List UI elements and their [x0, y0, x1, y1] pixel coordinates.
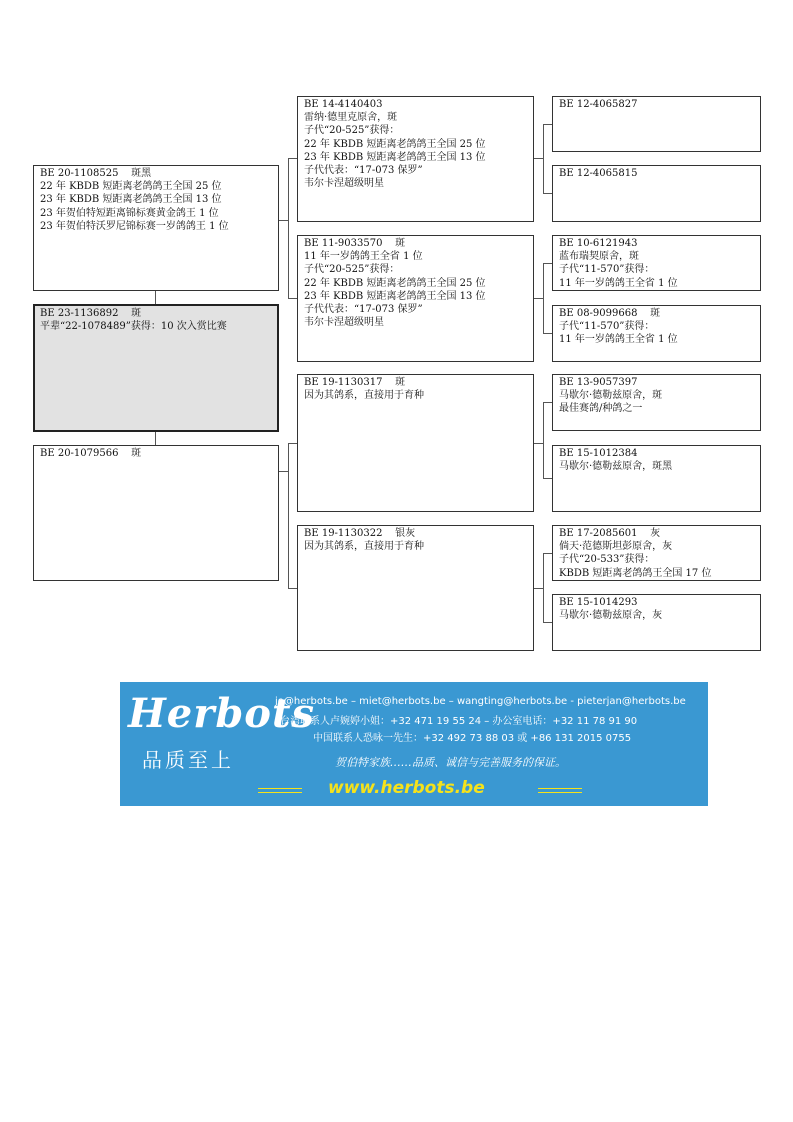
- pedigree-line: 韦尔卡涅超级明星: [304, 317, 384, 329]
- pedigree-line: BE 11-9033570 斑: [304, 238, 406, 249]
- pedigree-line: BE 13-9057397: [559, 377, 638, 388]
- pedigree-line: 子代“20-533”获得：: [559, 554, 655, 566]
- pedigree-line: BE 20-1108525 斑黑: [40, 168, 152, 179]
- pedigree-line: 子代“11-570”获得：: [559, 264, 655, 276]
- pedigree-line: BE 20-1079566 斑: [40, 448, 142, 459]
- pedigree-line: 22 年 KBDB 短距离老鸽鸽王全国 25 位: [304, 277, 486, 289]
- connector-line: [155, 291, 156, 304]
- connector-line: [288, 588, 297, 589]
- pedigree-line: 马歇尔·德勒兹原舍，斑黑: [559, 461, 673, 473]
- dam-card: [33, 445, 279, 581]
- pedigree-line: 23 年 KBDB 短距离老鸽鸽王全国 13 位: [40, 194, 222, 206]
- connector-line: [155, 432, 156, 445]
- slogan: 贺伯特家族……品质、诚信与完善服务的保证。: [335, 756, 566, 769]
- sire-sire-card: [297, 96, 534, 222]
- pedigree-line: 子代代表：“17-073 保罗”: [304, 165, 423, 177]
- pedigree-line: BE 15-1012384: [559, 448, 638, 459]
- subject-pigeon-card: [33, 304, 279, 432]
- pedigree-line: BE 12-4065815: [559, 168, 638, 179]
- pedigree-line: 平辈“22-1078489”获得：10 次入赏比赛: [40, 321, 227, 333]
- connector-line: [543, 124, 544, 193]
- connector-line: [543, 263, 544, 333]
- herbots-logo: Herbots: [128, 690, 315, 737]
- connector-line: [543, 333, 552, 334]
- pedigree-line: 23 年贺伯特短距离锦标赛黄金鸽王 1 位: [40, 207, 219, 219]
- connector-line: [543, 402, 552, 403]
- dam-dam-card: [297, 525, 534, 651]
- connector-line: [543, 622, 552, 623]
- pedigree-line: BE 19-1130317 斑: [304, 377, 406, 388]
- pedigree-line: 蓝布瑞契原舍，斑: [559, 251, 639, 263]
- sire-card: [33, 165, 279, 291]
- pedigree-line: 22 年 KBDB 短距离老鸽鸽王全国 25 位: [304, 138, 486, 150]
- connector-line: [543, 402, 544, 478]
- connector-line: [543, 553, 544, 622]
- pedigree-line: BE 10-6121943: [559, 238, 638, 249]
- pedigree-line: BE 15-1014293: [559, 597, 638, 608]
- connector-line: [288, 443, 289, 588]
- dss-card: [552, 374, 761, 431]
- pedigree-line: 23 年 KBDB 短距离老鸽鸽王全国 13 位: [304, 290, 486, 302]
- china-contact: 中国联系人恐咏一先生：+32 492 73 88 03 或 +86 131 2015 0755: [313, 733, 632, 744]
- taiwan-contact: 台湾联系人卢婉婷小姐：+32 471 19 55 24 – 办公室电话：+32 11 78 91 90: [280, 716, 638, 727]
- connector-line: [543, 124, 552, 125]
- logo-tagline: 品质至上: [142, 748, 234, 772]
- dds-card: [552, 525, 761, 581]
- pedigree-line: 22 年 KBDB 短距离老鸽鸽王全国 25 位: [40, 181, 222, 193]
- connector-line: [543, 553, 552, 554]
- pedigree-line: 23 年贺伯特沃罗尼锦标赛一岁鸽鸽王 1 位: [40, 220, 229, 232]
- pedigree-line: 子代“20-525”获得：: [304, 125, 400, 137]
- pedigree-line: 23 年 KBDB 短距离老鸽鸽王全国 13 位: [304, 151, 486, 163]
- connector-line: [543, 478, 552, 479]
- decorative-line: [258, 788, 302, 793]
- sdd-card: [552, 305, 761, 362]
- sds-card: [552, 235, 761, 291]
- pedigree-line: 马歇尔·德勒兹原舍，斑: [559, 390, 663, 402]
- pedigree-line: BE 14-4140403: [304, 99, 383, 110]
- pedigree-line: 11 年一岁鸽鸽王全省 1 位: [304, 251, 423, 263]
- pedigree-line: KBDB 短距离老鸽鸽王全国 17 位: [559, 567, 712, 579]
- email-list: jo@herbots.be – miet@herbots.be – wangting@herbots.be - pieterjan@herbots.be: [275, 696, 686, 707]
- pedigree-line: 倘天·范德斯坦彭原舍，灰: [559, 541, 673, 553]
- dam-sire-card: [297, 374, 534, 512]
- pedigree-line: 因为其鸽系，直接用于育种: [304, 541, 424, 553]
- website-link[interactable]: www.herbots.be: [328, 778, 485, 798]
- pedigree-line: 最佳赛鸽/种鸽之一: [559, 403, 643, 415]
- pedigree-line: 11 年一岁鸽鸽王全省 1 位: [559, 334, 678, 346]
- connector-line: [543, 193, 552, 194]
- connector-line: [288, 158, 289, 298]
- pedigree-line: 子代“20-525”获得：: [304, 264, 400, 276]
- pedigree-line: 马歇尔·德勒兹原舍，灰: [559, 610, 663, 622]
- sss-card: [552, 96, 761, 152]
- pedigree-line: 11 年一岁鸽鸽王全省 1 位: [559, 277, 678, 289]
- ddd-card: [552, 594, 761, 651]
- herbots-banner: [120, 682, 708, 806]
- pedigree-line: 子代代表：“17-073 保罗”: [304, 304, 423, 316]
- sire-dam-card: [297, 235, 534, 362]
- pedigree-line: BE 19-1130322 银灰: [304, 528, 416, 539]
- pedigree-line: 韦尔卡涅超级明星: [304, 178, 384, 190]
- decorative-line: [538, 788, 582, 793]
- pedigree-line: 雷纳·德里克原舍，斑: [304, 112, 398, 124]
- pedigree-line: BE 08-9099668 斑: [559, 308, 661, 319]
- pedigree-line: BE 17-2085601 灰: [559, 528, 661, 539]
- dsd-card: [552, 445, 761, 512]
- pedigree-line: BE 23-1136892 斑: [40, 308, 142, 319]
- connector-line: [288, 443, 297, 444]
- pedigree-line: 子代“11-570”获得：: [559, 321, 655, 333]
- pedigree-line: 因为其鸽系，直接用于育种: [304, 390, 424, 402]
- ssd-card: [552, 165, 761, 222]
- connector-line: [543, 263, 552, 264]
- pedigree-line: BE 12-4065827: [559, 99, 638, 110]
- connector-line: [288, 158, 297, 159]
- connector-line: [288, 298, 297, 299]
